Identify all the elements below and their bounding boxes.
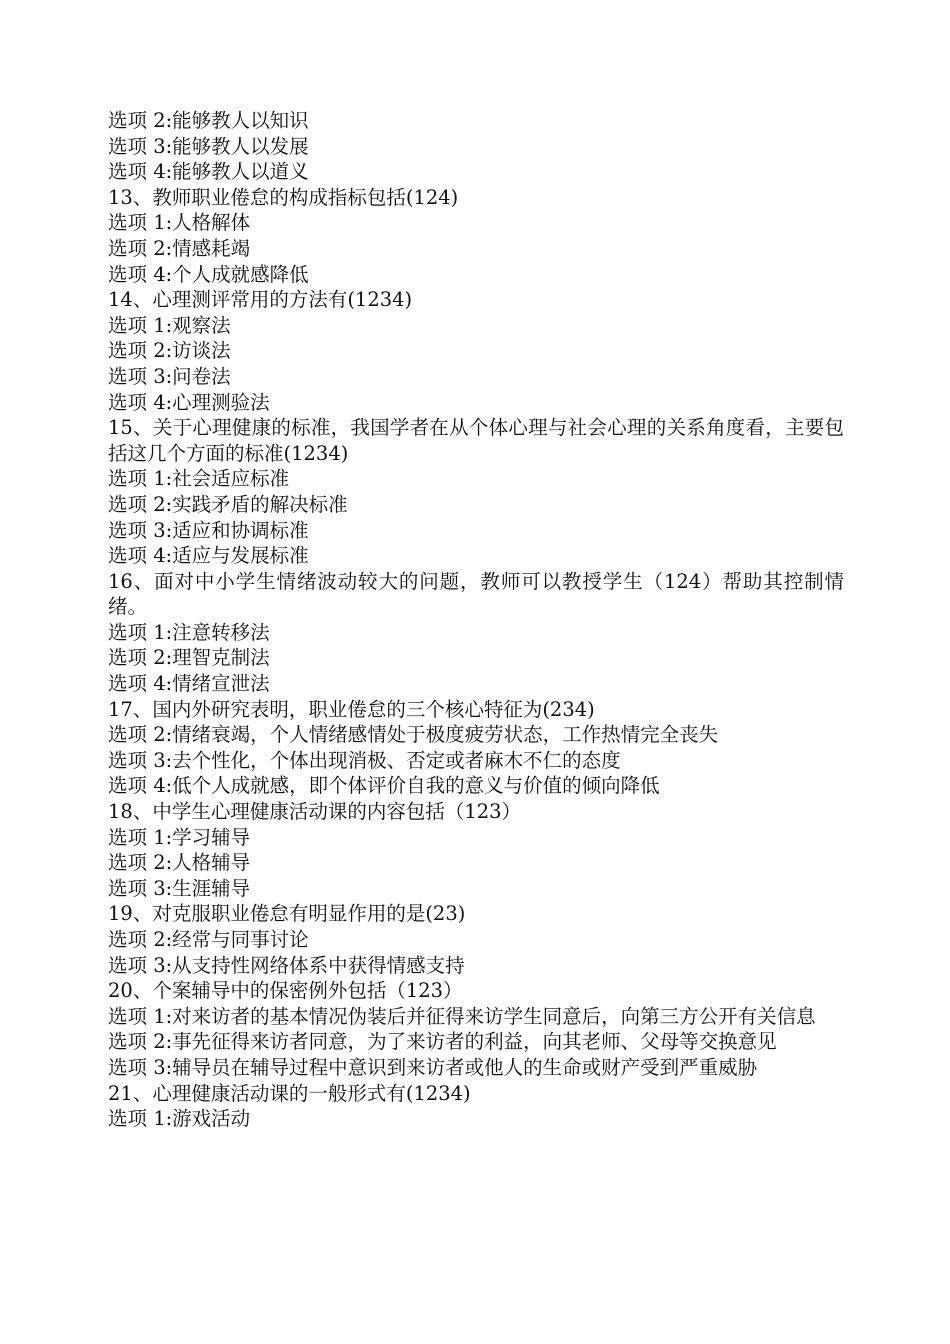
text-line: 选项 3:去个性化，个体出现消极、否定或者麻木不仁的态度 <box>108 748 621 772</box>
text-line: 选项 1:观察法 <box>108 313 231 337</box>
text-line: 选项 3:从支持性网络体系中获得情感支持 <box>108 953 465 977</box>
text-line: 选项 1:人格解体 <box>108 211 251 235</box>
text-line: 选项 1:学习辅导 <box>108 825 251 849</box>
text-line: 选项 3:辅导员在辅导过程中意识到来访者或他人的生命或财产受到严重威胁 <box>108 1055 758 1079</box>
text-line: 选项 3:问卷法 <box>108 364 231 388</box>
question-14: 14、心理测评常用的方法有(1234) <box>108 288 413 312</box>
text-line: 选项 4:情绪宣泄法 <box>108 672 270 696</box>
text-line: 选项 4:能够教人以道义 <box>108 160 309 184</box>
text-line: 选项 4:适应与发展标准 <box>108 544 309 568</box>
text-line: 选项 2:经常与同事讨论 <box>108 928 309 951</box>
text-line: 选项 1:游戏活动 <box>108 1107 251 1131</box>
document-page <box>108 108 844 1132</box>
text-line: 选项 2:理智克制法 <box>108 646 270 670</box>
text-line: 选项 1:社会适应标准 <box>108 467 290 491</box>
question-13: 13、教师职业倦怠的构成指标包括(124) <box>108 185 459 209</box>
question-19: 19、对克服职业倦怠有明显作用的是(23) <box>108 902 466 926</box>
text-line: 选项 3:生涯辅导 <box>108 876 251 900</box>
text-line: 选项 3:适应和协调标准 <box>108 518 309 542</box>
text-line: 选项 1:注意转移法 <box>108 620 270 644</box>
text-line: 选项 2:能够教人以知识 <box>108 109 309 132</box>
text-line: 选项 2:情绪衰竭，个人情绪感情处于极度疲劳状态，工作热情完全丧失 <box>108 723 719 747</box>
question-18: 18、中学生心理健康活动课的内容包括（123） <box>108 800 522 824</box>
text-line: 选项 2:事先征得来访者同意，为了来访者的利益，向其老师、父母等交换意见 <box>108 1030 777 1054</box>
text-line: 选项 2:访谈法 <box>108 339 231 363</box>
question-17: 17、国内外研究表明，职业倦怠的三个核心特征为(234) <box>108 697 595 721</box>
question-21: 21、心理健康活动课的一般形式有(1234) <box>108 1081 471 1105</box>
text-line: 选项 4:个人成就感降低 <box>108 262 309 286</box>
text-line: 选项 4:低个人成就感，即个体评价自我的意义与价值的倾向降低 <box>108 774 660 798</box>
text-line: 选项 2:情感耗竭 <box>108 236 251 260</box>
text-line: 选项 4:心理测验法 <box>108 390 270 414</box>
text-line: 选项 1:对来访者的基本情况伪装后并征得来访学生同意后，向第三方公开有关信息 <box>108 1004 816 1028</box>
question-16: 16、面对中小学生情绪波动较大的问题，教师可以教授学生（124）帮助其控制情绪。 <box>108 569 844 619</box>
text-line: 选项 2:人格辅导 <box>108 851 251 875</box>
text-line: 选项 2:实践矛盾的解决标准 <box>108 492 348 516</box>
question-15: 15、关于心理健康的标准，我国学者在从个体心理与社会心理的关系角度看，主要包括这几个方面的标准(1234) <box>108 416 844 465</box>
question-20: 20、个案辅导中的保密例外包括（123） <box>108 979 463 1003</box>
text-line: 选项 3:能够教人以发展 <box>108 134 309 158</box>
